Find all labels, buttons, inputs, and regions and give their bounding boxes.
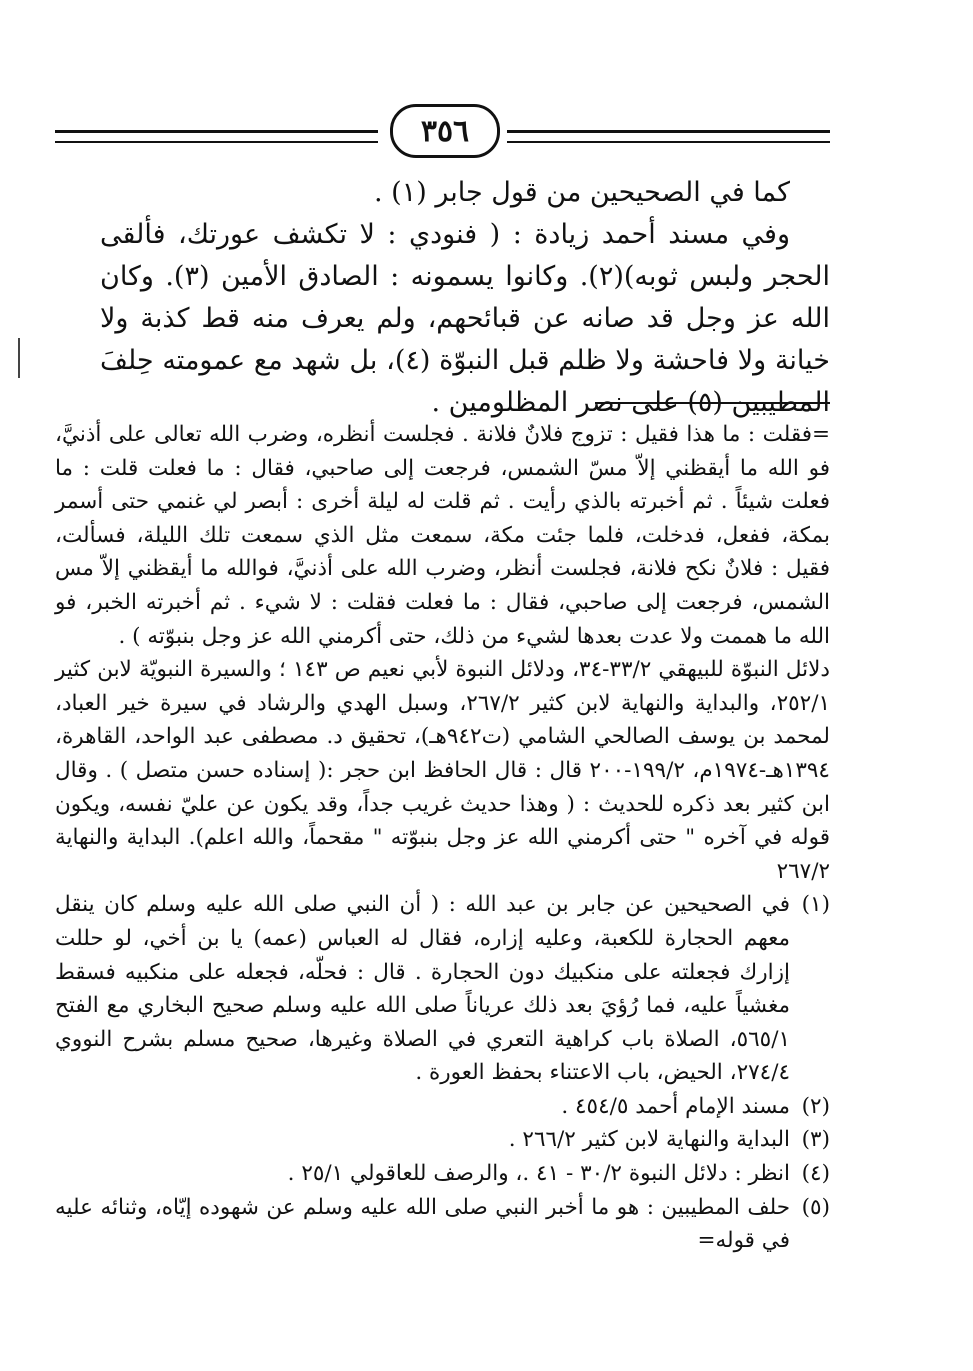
footnote-sources: دلائل النبوّة للبيهقي ٣٣/٢-٣٤، ودلائل النبوة لأبي نعيم ص ١٤٣ ؛ والسيرة النبويّة لابن كثير ٢٥٢/١، والبداية والنهاية لابن كثير ٢٦٧/٢، وسبل الهدي والرشاد في سيرة خير العباد، لمحمد بن يوسف الصالحي الشامي (ت٩٤٢هـ)، تحقيق د. مصطفى عبد الواحد، القاهرة، ١٣٩٤هـ-١٩٧٤م، ١٩٩/٢-٢٠٠ قال : قال الحافظ ابن حجر :( إسناده حسن متصل ) . وقال ابن كثير بعد ذكره للحديث : ( وهذا حديث غريب جداً، وقد يكون عن عليّ نفسه، ويكون قوله في آخره " حتى أكرمني الله عز وجل بنبوّته " مقحماً، والله اعلم). البداية والنهاية ٢٦٧/٢	[55, 657, 830, 884]
footnote-number: (٥)	[801, 1194, 830, 1220]
main-paragraph-2: وفي مسند أحمد زيادة : ( فنودي : لا تكشف عورتك، فألقى الحجر ولبس ثوبه)(٢). وكانوا يسمونه : الصادق الأمين (٣). وكان الله عز وجل قد صانه عن قبائحهم، ولم يعرف منه قط كذبة ولا خيانة ولا فاحشة ولا ظلم قبل النبوّة (٤)، بل شهد مع عمومته حِلفَ المطيبين (٥) على نصر المظلومين .	[100, 219, 830, 418]
footnote-text: انظر : دلائل النبوة ٣٠/٢ - ٤١ .، والرصف للعاقولي ٢٥/١ .	[287, 1161, 790, 1187]
footnote-text: مسند الإمام أحمد ٤٥٤/٥ .	[561, 1093, 790, 1119]
footnotes	[55, 418, 830, 1258]
footnote-separator	[595, 402, 830, 404]
footnote-number: (٤)	[801, 1161, 830, 1187]
header-rule-right	[507, 130, 830, 143]
page-header	[55, 100, 830, 160]
page-number-cartouche	[390, 104, 500, 158]
footnote-item	[55, 888, 830, 1090]
footnote-item	[55, 1123, 830, 1157]
footnote-item	[55, 1191, 830, 1258]
footnote-item	[55, 1090, 830, 1124]
footnote-text: البداية والنهاية لابن كثير ٢٦٦/٢ .	[508, 1127, 790, 1153]
footnote-number: (٣)	[801, 1127, 830, 1153]
footnote-text: حلف المطيبين : هو ما أخبر النبي صلى الله عليه وسلم عن شهوده إيّاه، وثنائه عليه في قوله=	[55, 1194, 790, 1254]
header-rule-left	[55, 130, 378, 143]
footnote-number: (٢)	[801, 1093, 830, 1119]
main-line-1: كما في الصحيحين من قول جابر (١) .	[373, 177, 790, 208]
main-text	[100, 172, 830, 424]
page-number: ٣٥٦	[420, 113, 470, 149]
footnote-item	[55, 1157, 830, 1191]
footnote-continuation: =فقلت : ما هذا فقيل : تزوج فلانٌ فلانة . فجلست أنظره، وضرب الله تعالى على أذنيَّ، فو الله ما أيقظني إلاّ مسّ الشمس، فرجعت إلى صاحبي، فقال : ما فعلت قلت : ما فعلت شيئاً . ثم أخبرته بالذي رأيت . ثم قلت له ليلة أخرى : أبصر لي غنمي حتى أسمر بمكة، ففعل، فدخلت، فلما جئت مكة، سمعت مثل الذي سمعت تلك الليلة، فسألت، فقيل : فلانٌ نكح فلانة، فجلست أنظر، وضرب الله على أذنيَّ، فوالله ما أيقظني إلاّ مس الشمس، فرجعت إلى صاحبي، فقال : ما فعلت فقلت : لا شيء . ثم أخبرته الخبر، فو الله ما هممت ولا عدت بعدها لشيء من ذلك، حتى أكرمني الله عز وجل بنبوّته ) .	[55, 422, 830, 649]
footnote-text: في الصحيحين عن جابر بن عبد الله : ( أن النبي صلى الله عليه وسلم كان ينقل معهم الحجارة للكعبة، وعليه إزاره، فقال له العباس (عمه) يا بن أخي، لو حللت إزارك فجعلته على منكبيك دون الحجارة . قال : فحلّه، فجعله على منكبيه فسقط مغشياً عليه، فما رُؤيَ بعد ذلك عرياناً صلى الله عليه وسلم صحيح البخاري مع الفتح ٥٦٥/١، الصلاة باب كراهية التعري في الصلاة وغيرها، صحيح مسلم بشرح النووي ٢٧٤/٤، الحيض، باب الاعتناء بحفظ العورة .	[55, 892, 790, 1086]
margin-mark	[18, 338, 20, 378]
footnote-number: (١)	[801, 892, 830, 918]
